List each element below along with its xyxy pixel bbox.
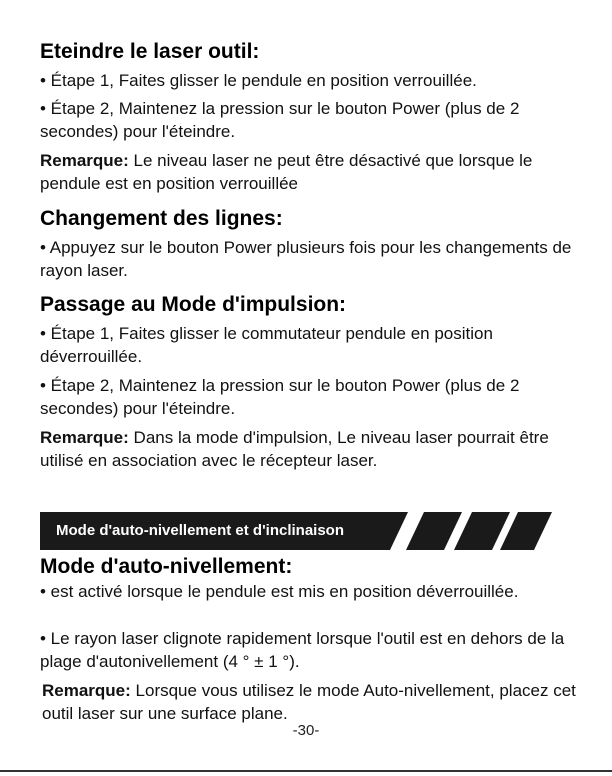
section-heading-eteindre: Eteindre le laser outil: (40, 40, 260, 63)
step-item: • Étape 2, Maintenez la pression sur le bouton Power (plus de 2 secondes) pour l'éteindre. (40, 99, 520, 141)
note-paragraph (42, 679, 582, 725)
banner-stripe (406, 512, 462, 550)
note-label: Remarque: (40, 428, 129, 447)
bottom-rule (0, 770, 612, 772)
note-paragraph (40, 149, 580, 195)
step-item: • Étape 1, Faites glisser le pendule en position verrouillée. (40, 71, 477, 90)
step-item: • Étape 2, Maintenez la pression sur le bouton Power (plus de 2 secondes) pour l'éteindre. (40, 376, 520, 418)
banner-stripe (454, 512, 510, 550)
note-label: Remarque: (42, 681, 131, 700)
step-item: • Appuyez sur le bouton Power plusieurs fois pour les changements de rayon laser. (40, 238, 572, 280)
page-number: -30- (292, 722, 320, 739)
section-heading-auto-nivellement: Mode d'auto-nivellement: (40, 555, 293, 578)
step-item: • Étape 1, Faites glisser le commutateur pendule en position déverrouillée. (40, 324, 493, 366)
step-item: • est activé lorsque le pendule est mis en position déverrouillée. (40, 582, 519, 601)
note-label: Remarque: (40, 151, 129, 170)
section-heading-impulsion: Passage au Mode d'impulsion: (40, 293, 347, 316)
banner-stripe (500, 512, 552, 550)
step-item: • Le rayon laser clignote rapidement lorsque l'outil est en dehors de la plage d'autonivellement (4 ° ± 1 °). (40, 629, 565, 671)
section-heading-changement: Changement des lignes: (40, 207, 283, 230)
section-banner (40, 512, 552, 550)
note-paragraph (40, 426, 580, 472)
note-text: Dans la mode d'impulsion, Le niveau laser pourrait être utilisé en association avec le récepteur laser. (40, 428, 549, 470)
banner-label: Mode d'auto-nivellement et d'inclinaison (56, 522, 344, 539)
note-text: Le niveau laser ne peut être désactivé que lorsque le pendule est en position verrouillée (40, 151, 533, 193)
note-text: Lorsque vous utilisez le mode Auto-nivellement, placez cet outil laser sur une surface plane. (42, 681, 576, 723)
